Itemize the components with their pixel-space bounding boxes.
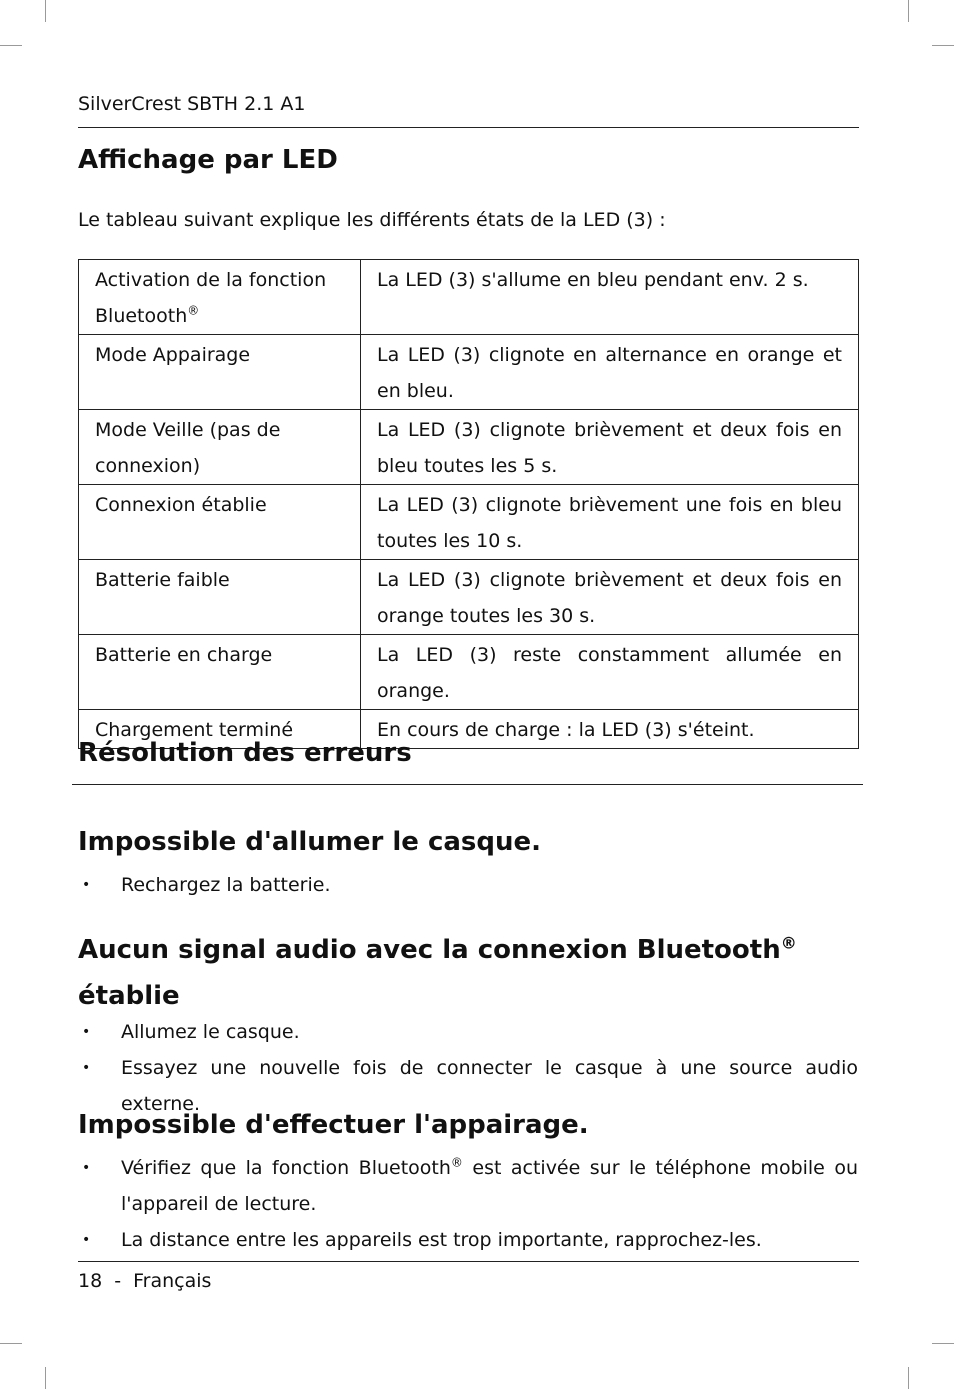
list-item: • Allumez le casque. bbox=[78, 1014, 858, 1050]
led-section-heading: Affichage par LED bbox=[78, 145, 338, 175]
led-description-cell: La LED (3) reste constamment allumée en orange. bbox=[361, 635, 859, 710]
crop-mark bbox=[932, 45, 954, 46]
page-number: 18 bbox=[78, 1270, 103, 1292]
bullet-icon: • bbox=[82, 1060, 91, 1076]
issue-title-audio: Aucun signal audio avec la connexion Bluetooth® établie bbox=[78, 933, 797, 1011]
led-status-table bbox=[78, 259, 859, 749]
list-item: • Vérifiez que la fonction Bluetooth® est activée sur le téléphone mobile ou l'appareil de lecture. bbox=[78, 1150, 858, 1222]
header-rule bbox=[78, 127, 859, 128]
table-row bbox=[79, 260, 859, 335]
table-row bbox=[79, 485, 859, 560]
issue-pairing-steps bbox=[78, 1150, 858, 1258]
footer-rule bbox=[78, 1261, 859, 1262]
issue-title-pairing: Impossible d'effectuer l'appairage. bbox=[78, 1110, 589, 1140]
issue-title-power: Impossible d'allumer le casque. bbox=[78, 827, 542, 857]
table-row bbox=[79, 410, 859, 485]
crop-mark bbox=[0, 45, 22, 46]
crop-mark bbox=[908, 0, 909, 22]
led-state-cell: Mode Veille (pas de connexion) bbox=[79, 410, 361, 485]
led-description-cell: La LED (3) clignote brièvement une fois en bleu toutes les 10 s. bbox=[361, 485, 859, 560]
bullet-icon: • bbox=[82, 877, 91, 893]
footer-language: Français bbox=[133, 1270, 212, 1292]
list-item: • Rechargez la batterie. bbox=[78, 867, 858, 903]
crop-mark bbox=[932, 1343, 954, 1344]
table-row bbox=[79, 635, 859, 710]
crop-mark bbox=[0, 1343, 22, 1344]
table-row bbox=[79, 560, 859, 635]
led-state-cell: Batterie en charge bbox=[79, 635, 361, 710]
crop-mark bbox=[908, 1367, 909, 1389]
page-footer bbox=[78, 1270, 211, 1292]
led-intro-text: Le tableau suivant explique les différents états de la LED (3) : bbox=[78, 209, 666, 231]
led-state-cell: Activation de la fonction Bluetooth® bbox=[79, 260, 361, 335]
led-state-cell: Mode Appairage bbox=[79, 335, 361, 410]
led-description-cell: En cours de charge : la LED (3) s'éteint. bbox=[361, 710, 859, 749]
crop-mark bbox=[45, 0, 46, 22]
led-description-cell: La LED (3) s'allume en bleu pendant env. 2 s. bbox=[361, 260, 859, 335]
issue-power-steps bbox=[78, 867, 858, 903]
led-description-cell: La LED (3) clignote brièvement et deux fois en bleu toutes les 5 s. bbox=[361, 410, 859, 485]
bullet-icon: • bbox=[82, 1160, 91, 1176]
section-rule bbox=[72, 784, 863, 785]
list-item: • Essayez une nouvelle fois de connecter le casque à une source audio externe. bbox=[78, 1050, 858, 1122]
table-row bbox=[79, 335, 859, 410]
led-state-cell: Chargement terminé bbox=[79, 710, 361, 749]
led-state-cell: Connexion établie bbox=[79, 485, 361, 560]
troubleshooting-heading: Résolution des erreurs bbox=[78, 738, 412, 768]
list-item: • La distance entre les appareils est trop importante, rapprochez-les. bbox=[78, 1222, 858, 1258]
bullet-icon: • bbox=[82, 1232, 91, 1248]
led-description-cell: La LED (3) clignote en alternance en orange et en bleu. bbox=[361, 335, 859, 410]
document-header-title: SilverCrest SBTH 2.1 A1 bbox=[78, 93, 306, 115]
led-description-cell: La LED (3) clignote brièvement et deux fois en orange toutes les 30 s. bbox=[361, 560, 859, 635]
crop-mark bbox=[45, 1367, 46, 1389]
issue-audio-steps bbox=[78, 1014, 858, 1122]
bullet-icon: • bbox=[82, 1024, 91, 1040]
led-state-cell: Batterie faible bbox=[79, 560, 361, 635]
footer-separator: - bbox=[114, 1270, 122, 1292]
